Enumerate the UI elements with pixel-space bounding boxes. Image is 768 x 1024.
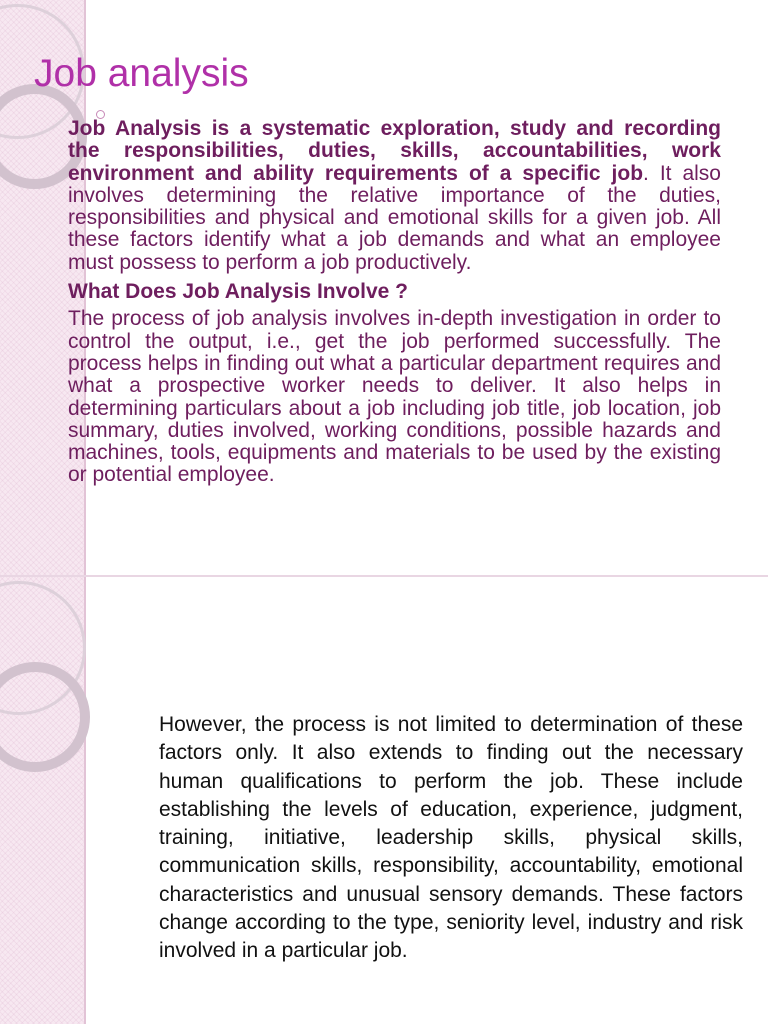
slide-content	[68, 118, 721, 487]
section-heading: What Does Job Analysis Involve ?	[68, 280, 408, 304]
definition-bold-text: Job Analysis is a systematic exploration, study and recording the responsibilities, duties, skills, accountabilities, work environment and ability requirements of a specific job	[68, 117, 721, 185]
paragraph-process: The process of job analysis involves in-depth investigation in order to control the output, i.e., get the job performed successfully. The process helps in finding out what a particular department requires and what a prospective worker needs to deliver. It also helps in determining particulars about a job including job title, job location, job summary, duties involved, working conditions, possible hazards and machines, tools, equipments and materials to be used by the existing or potential employee.	[68, 307, 721, 487]
paragraph-qualifications: However, the process is not limited to determination of these factors only. It also extends to finding out the necessary human qualifications to perform the job. These include establishing the levels of education, experience, judgment, training, initiative, leadership skills, physical skills, communication skills, responsibility, accountability, emotional characteristics and unusual sensory demands. These factors change according to the type, seniority level, industry and risk involved in a particular job.	[159, 713, 743, 963]
paragraph-definition	[68, 118, 721, 274]
definition-rest-text: . It also involves determining the relative importance of the duties, responsibilities and physical and emotional skills for a given job. All these factors identify what a job demands and what an employee must possess to perform a job productively.	[68, 161, 721, 274]
slide-title: Job analysis	[34, 52, 249, 95]
slide-2	[0, 577, 768, 1024]
